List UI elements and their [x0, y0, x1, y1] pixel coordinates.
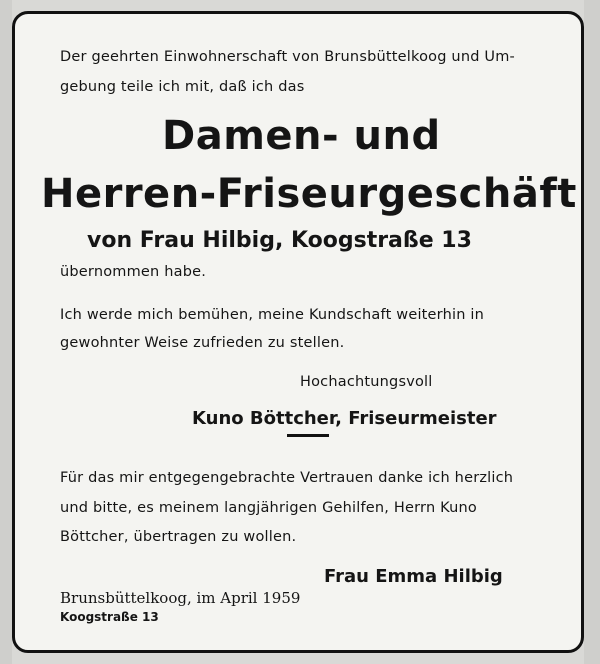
- headline-line-2: Herren-Friseurgeschäft: [41, 171, 577, 217]
- subheadline: von Frau Hilbig, Koogstraße 13: [87, 228, 472, 253]
- intro-line-1: Der geehrten Einwohnerschaft von Brunsbüttelkoog und Um-: [60, 49, 515, 65]
- headline-line-1: Damen- und: [162, 113, 441, 159]
- divider-rule: [287, 434, 329, 437]
- address: Koogstraße 13: [60, 610, 159, 624]
- former-owner-signature: Frau Emma Hilbig: [324, 566, 503, 587]
- advertisement-frame: [12, 11, 584, 653]
- taken-over-line: übernommen habe.: [60, 264, 207, 280]
- place-and-date: Brunsbüttelkoog, im April 1959: [60, 589, 301, 607]
- intro-line-2: gebung teile ich mit, daß ich das: [60, 79, 305, 95]
- new-owner-signature: Kuno Böttcher, Friseurmeister: [192, 408, 497, 429]
- thanks-line-2: und bitte, es meinem langjährigen Gehilfen, Herrn Kuno: [60, 500, 477, 516]
- promise-line-1: Ich werde mich bemühen, meine Kundschaft weiterhin in: [60, 307, 485, 323]
- newspaper-background-left: [0, 0, 12, 664]
- thanks-line-1: Für das mir entgegengebrachte Vertrauen danke ich herzlich: [60, 470, 514, 486]
- promise-line-2: gewohnter Weise zufrieden zu stellen.: [60, 335, 345, 351]
- thanks-line-3: Böttcher, übertragen zu wollen.: [60, 529, 297, 545]
- newspaper-background-right: [584, 0, 600, 664]
- closing-greeting: Hochachtungsvoll: [300, 374, 433, 390]
